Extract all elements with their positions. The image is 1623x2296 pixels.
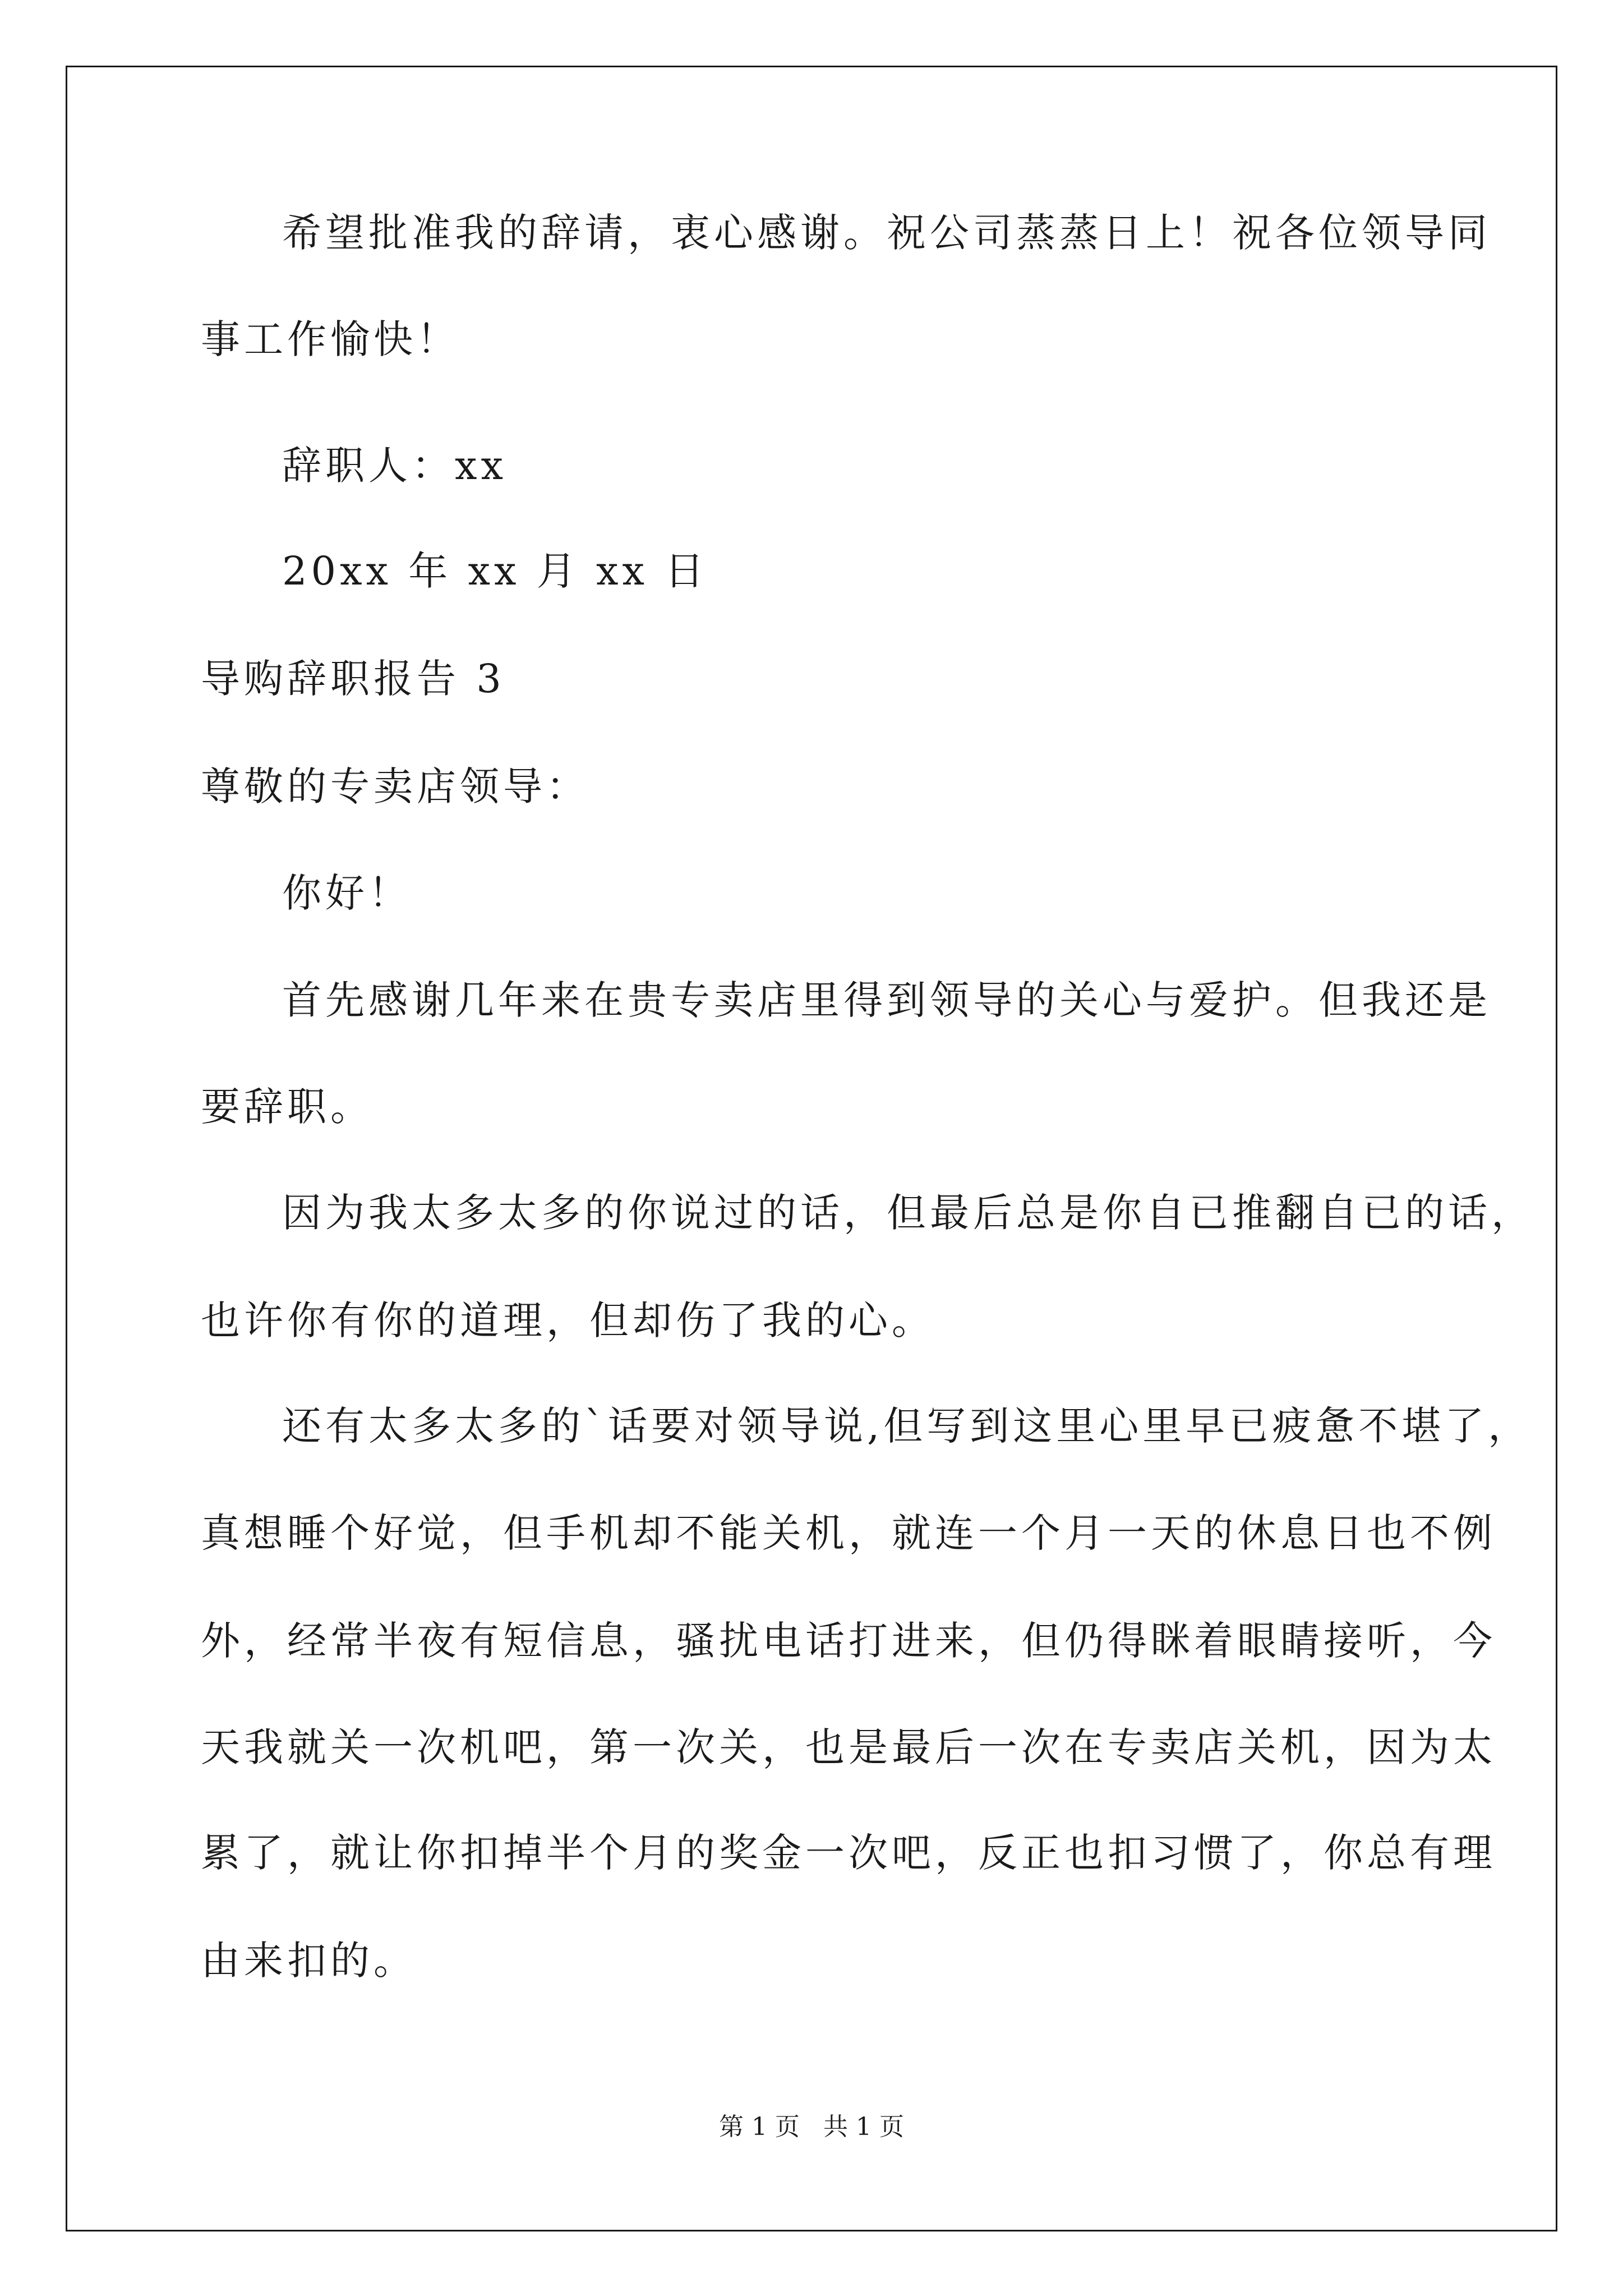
paragraph-line: 还有太多太多的`话要对领导说,但写到这里心里早已疲惫不堪了， <box>282 1403 1532 1449</box>
paragraph-line: 首先感谢几年来在贵专卖店里得到领导的关心与爱护。但我还是 <box>282 977 1491 1023</box>
paragraph-line: 要辞职。 <box>201 1084 374 1130</box>
date-line: 20xx 年 xx 月 xx 日 <box>282 548 708 594</box>
paragraph-line: 希望批准我的辞请，衷心感谢。祝公司蒸蒸日上！祝各位领导同 <box>282 210 1491 256</box>
paragraph-line: 也许你有你的道理，但却伤了我的心。 <box>201 1297 935 1343</box>
paragraph-line: 由来扣的。 <box>201 1938 417 1984</box>
salutation: 尊敬的专卖店领导： <box>201 763 589 809</box>
paragraph-line: 真想睡个好觉，但手机却不能关机，就连一个月一天的休息日也不例 <box>201 1510 1496 1556</box>
paragraph-line: 因为我太多太多的你说过的话，但最后总是你自已推翻自已的话， <box>282 1190 1534 1236</box>
page-number-footer: 第 1 页 共 1 页 <box>719 2113 904 2141</box>
paragraph-line: 天我就关一次机吧，第一次关，也是最后一次在专卖店关机，因为太 <box>201 1724 1496 1770</box>
paragraph-line: 外，经常半夜有短信息，骚扰电话打进来，但仍得眯着眼睛接听，今 <box>201 1618 1496 1664</box>
section-title: 导购辞职报告 3 <box>201 656 505 702</box>
paragraph-line: 累了，就让你扣掉半个月的奖金一次吧，反正也扣习惯了，你总有理 <box>201 1830 1496 1876</box>
page-border <box>66 66 1557 2231</box>
signature-line: 辞职人：xx <box>282 443 507 489</box>
greeting: 你好！ <box>282 870 412 916</box>
paragraph-line: 事工作愉快！ <box>201 316 460 362</box>
